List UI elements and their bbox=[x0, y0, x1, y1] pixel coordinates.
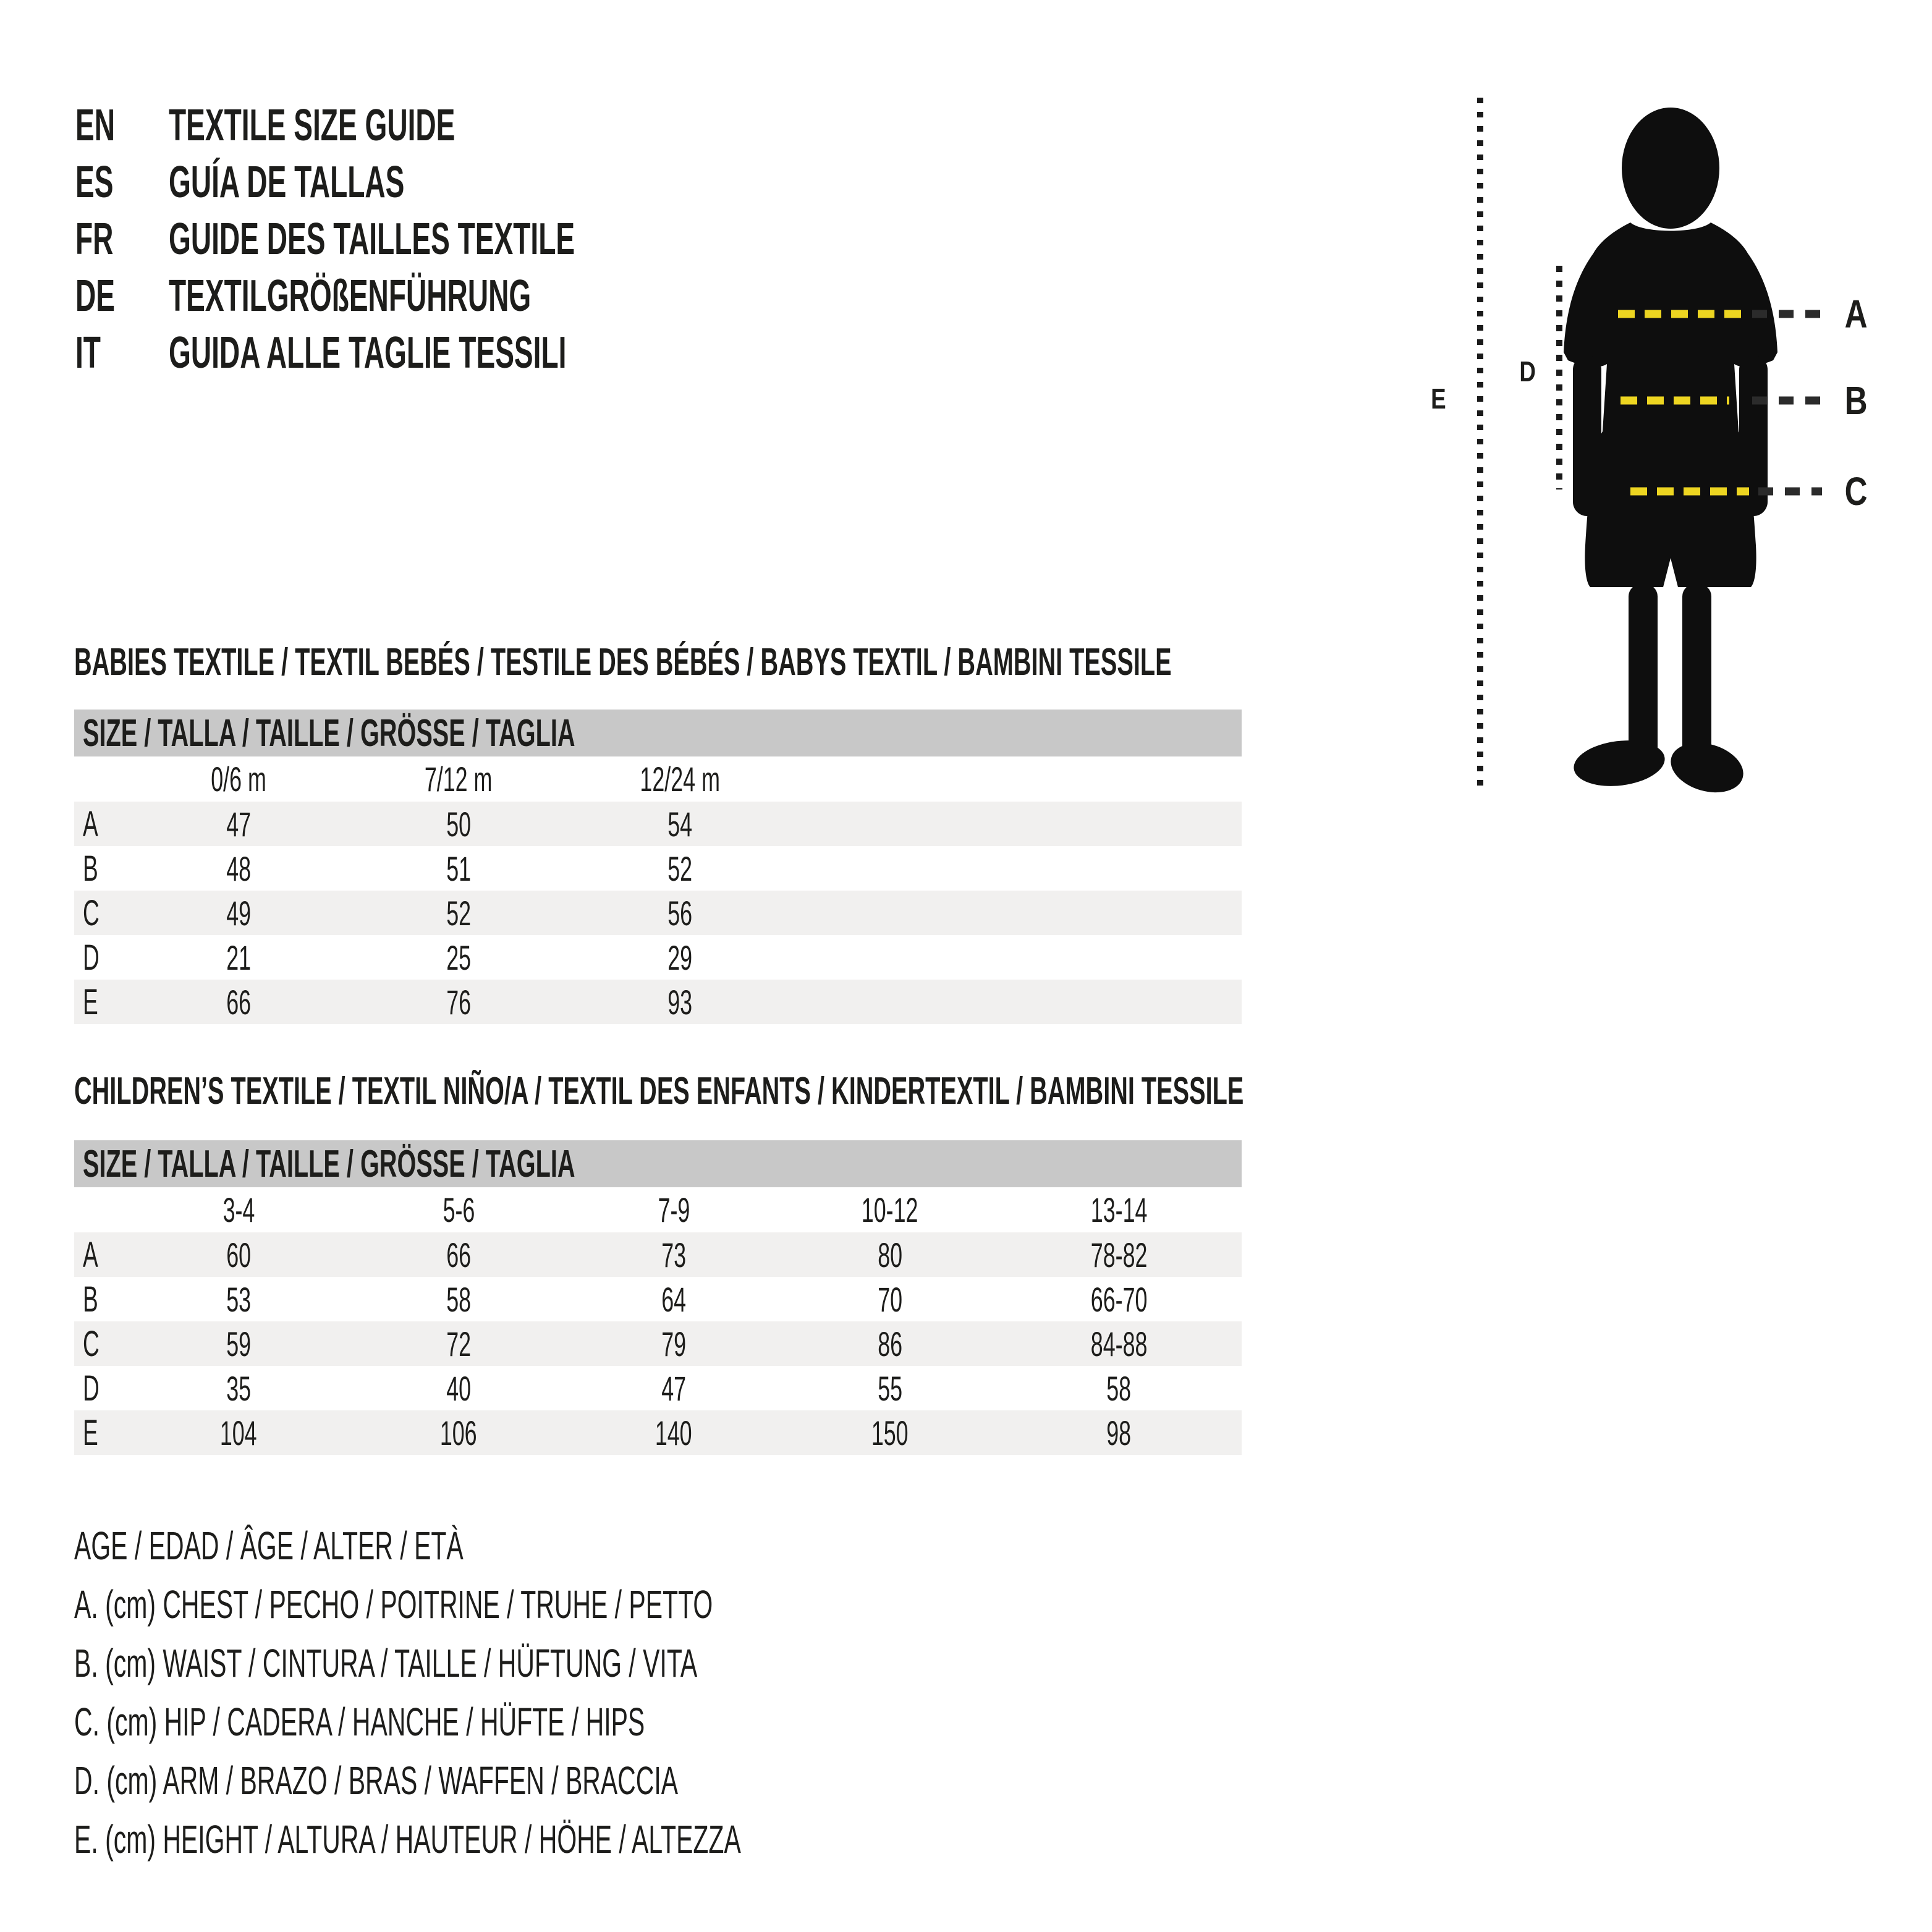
cell-value: 48 bbox=[226, 849, 251, 888]
cell-value: 35 bbox=[226, 1368, 251, 1408]
cell-value: 58 bbox=[446, 1279, 471, 1319]
legend-chest-line: A. (cm) CHEST / PECHO / POITRINE / TRUHE / PETTO bbox=[74, 1582, 713, 1627]
cell-value: 56 bbox=[667, 893, 692, 933]
child-silhouette-diagram bbox=[1415, 93, 1922, 803]
cell-value: 59 bbox=[226, 1324, 251, 1363]
babies-size-table bbox=[74, 710, 1242, 1024]
row-label: B bbox=[83, 1279, 98, 1320]
table-row bbox=[74, 1321, 1242, 1366]
cell-value: 29 bbox=[667, 938, 692, 977]
legend-arm-line: D. (cm) ARM / BRAZO / BRAS / WAFFEN / BRACCIA bbox=[74, 1758, 679, 1803]
legend-hip-line: C. (cm) HIP / CADERA / HANCHE / HÜFTE / HIPS bbox=[74, 1699, 645, 1744]
table-row bbox=[74, 935, 1242, 980]
lang-row-es bbox=[75, 154, 803, 211]
babies-corner-cell bbox=[74, 756, 124, 802]
row-label: A bbox=[83, 1234, 98, 1275]
table-row bbox=[74, 1277, 1242, 1321]
row-label: E bbox=[83, 981, 98, 1022]
child-silhouette bbox=[1564, 108, 1777, 800]
legend-height-line: E. (cm) HEIGHT / ALTURA / HAUTEUR / HÖHE / ALTEZZA bbox=[74, 1816, 741, 1862]
babies-col-7-12m: 7/12 m bbox=[425, 760, 493, 799]
lang-title-en: TEXTILE SIZE GUIDE bbox=[169, 101, 455, 150]
cell-value: 25 bbox=[446, 938, 471, 977]
children-corner-cell bbox=[74, 1187, 124, 1232]
lang-code-fr: FR bbox=[75, 214, 114, 264]
table-row bbox=[74, 1232, 1242, 1277]
children-col-3-4: 3-4 bbox=[222, 1190, 255, 1229]
figure-label-hip-c: C bbox=[1844, 469, 1868, 514]
cell-value: 40 bbox=[446, 1368, 471, 1408]
silhouette-head bbox=[1622, 108, 1719, 229]
lang-code-en: EN bbox=[75, 101, 116, 150]
cell-value: 58 bbox=[1106, 1368, 1132, 1408]
cell-value: 49 bbox=[226, 893, 251, 933]
table-row bbox=[74, 802, 1242, 846]
cell-value: 84-88 bbox=[1090, 1324, 1148, 1363]
cell-value: 104 bbox=[220, 1413, 257, 1452]
figure-label-height-e: E bbox=[1431, 383, 1446, 415]
cell-value: 66 bbox=[446, 1235, 471, 1274]
row-label: D bbox=[83, 1368, 100, 1409]
cell-value: 55 bbox=[878, 1368, 902, 1408]
children-col-7-9: 7-9 bbox=[658, 1190, 690, 1229]
cell-value: 66-70 bbox=[1090, 1279, 1148, 1319]
babies-col-12-24m: 12/24 m bbox=[640, 760, 720, 799]
silhouette-left-arm bbox=[1573, 355, 1601, 516]
measurement-legend bbox=[74, 1516, 1116, 1868]
figure-label-chest-a: A bbox=[1844, 292, 1868, 336]
cell-value: 53 bbox=[226, 1279, 251, 1319]
cell-value: 80 bbox=[878, 1235, 902, 1274]
cell-value: 78-82 bbox=[1090, 1235, 1148, 1274]
row-label: B bbox=[83, 848, 98, 889]
cell-value: 76 bbox=[446, 982, 471, 1022]
cell-value: 106 bbox=[440, 1413, 477, 1452]
cell-value: 21 bbox=[226, 938, 251, 977]
lang-title-it: GUIDA ALLE TAGLIE TESSILI bbox=[169, 328, 567, 378]
cell-value: 150 bbox=[871, 1413, 909, 1452]
cell-value: 70 bbox=[878, 1279, 902, 1319]
table-row bbox=[74, 891, 1242, 935]
legend-waist-line: B. (cm) WAIST / CINTURA / TAILLE / HÜFTUNG / VITA bbox=[74, 1640, 698, 1685]
children-size-header-bar: SIZE / TALLA / TAILLE / GRÖSSE / TAGLIA bbox=[74, 1140, 1242, 1187]
row-label: D bbox=[83, 937, 100, 978]
babies-col-0-6m: 0/6 m bbox=[211, 760, 266, 799]
lang-code-de: DE bbox=[75, 271, 116, 321]
cell-value: 98 bbox=[1106, 1413, 1132, 1452]
table-row bbox=[74, 846, 1242, 891]
figure-label-arm-d: D bbox=[1519, 355, 1536, 388]
cell-value: 66 bbox=[226, 982, 251, 1022]
row-label: E bbox=[83, 1412, 98, 1453]
children-col-10-12: 10-12 bbox=[862, 1190, 918, 1229]
cell-value: 50 bbox=[446, 804, 471, 844]
children-column-header-row bbox=[74, 1187, 1242, 1232]
legend-age-line: AGE / EDAD / ÂGE / ALTER / ETÀ bbox=[74, 1523, 464, 1568]
lang-code-es: ES bbox=[75, 158, 114, 207]
cell-value: 73 bbox=[661, 1235, 686, 1274]
lang-code-it: IT bbox=[75, 328, 101, 378]
cell-value: 47 bbox=[661, 1368, 686, 1408]
cell-value: 140 bbox=[655, 1413, 692, 1452]
lang-title-de: TEXTILGRÖßENFÜHRUNG bbox=[169, 271, 532, 321]
lang-row-fr bbox=[75, 211, 803, 268]
cell-value: 54 bbox=[667, 804, 692, 844]
cell-value: 72 bbox=[446, 1324, 471, 1363]
lang-row-en bbox=[75, 97, 803, 154]
table-row bbox=[74, 1366, 1242, 1410]
cell-value: 52 bbox=[667, 849, 692, 888]
cell-value: 47 bbox=[226, 804, 251, 844]
lang-title-es: GUÍA DE TALLAS bbox=[169, 158, 405, 207]
cell-value: 51 bbox=[446, 849, 471, 888]
row-label: A bbox=[83, 803, 98, 844]
figure-label-waist-b: B bbox=[1844, 378, 1868, 423]
babies-size-header-bar: SIZE / TALLA / TAILLE / GRÖSSE / TAGLIA bbox=[74, 710, 1242, 756]
measurement-figure bbox=[1415, 93, 1922, 803]
lang-row-de bbox=[75, 268, 803, 324]
children-size-table bbox=[74, 1140, 1242, 1455]
table-row bbox=[74, 980, 1242, 1024]
cell-value: 60 bbox=[226, 1235, 251, 1274]
row-label: C bbox=[83, 892, 100, 933]
children-section-title: CHILDREN’S TEXTILE / TEXTIL NIÑO/A / TEXTIL DES ENFANTS / KINDERTEXTIL / BAMBINI TESSILE bbox=[74, 1070, 1244, 1112]
silhouette-right-shoe bbox=[1665, 735, 1749, 800]
table-row bbox=[74, 1410, 1242, 1455]
children-col-13-14: 13-14 bbox=[1090, 1190, 1148, 1229]
lang-row-it bbox=[75, 324, 803, 381]
cell-value: 86 bbox=[878, 1324, 902, 1363]
babies-column-header-row bbox=[74, 756, 1242, 802]
lang-title-fr: GUIDE DES TAILLES TEXTILE bbox=[169, 214, 575, 264]
cell-value: 93 bbox=[667, 982, 692, 1022]
cell-value: 64 bbox=[661, 1279, 686, 1319]
babies-section-title: BABIES TEXTILE / TEXTIL BEBÉS / TESTILE DES BÉBÉS / BABYS TEXTIL / BAMBINI TESSILE bbox=[74, 641, 1172, 684]
cell-value: 79 bbox=[661, 1324, 686, 1363]
language-title-list bbox=[75, 97, 803, 381]
children-col-5-6: 5-6 bbox=[443, 1190, 475, 1229]
cell-value: 52 bbox=[446, 893, 471, 933]
row-label: C bbox=[83, 1323, 100, 1364]
